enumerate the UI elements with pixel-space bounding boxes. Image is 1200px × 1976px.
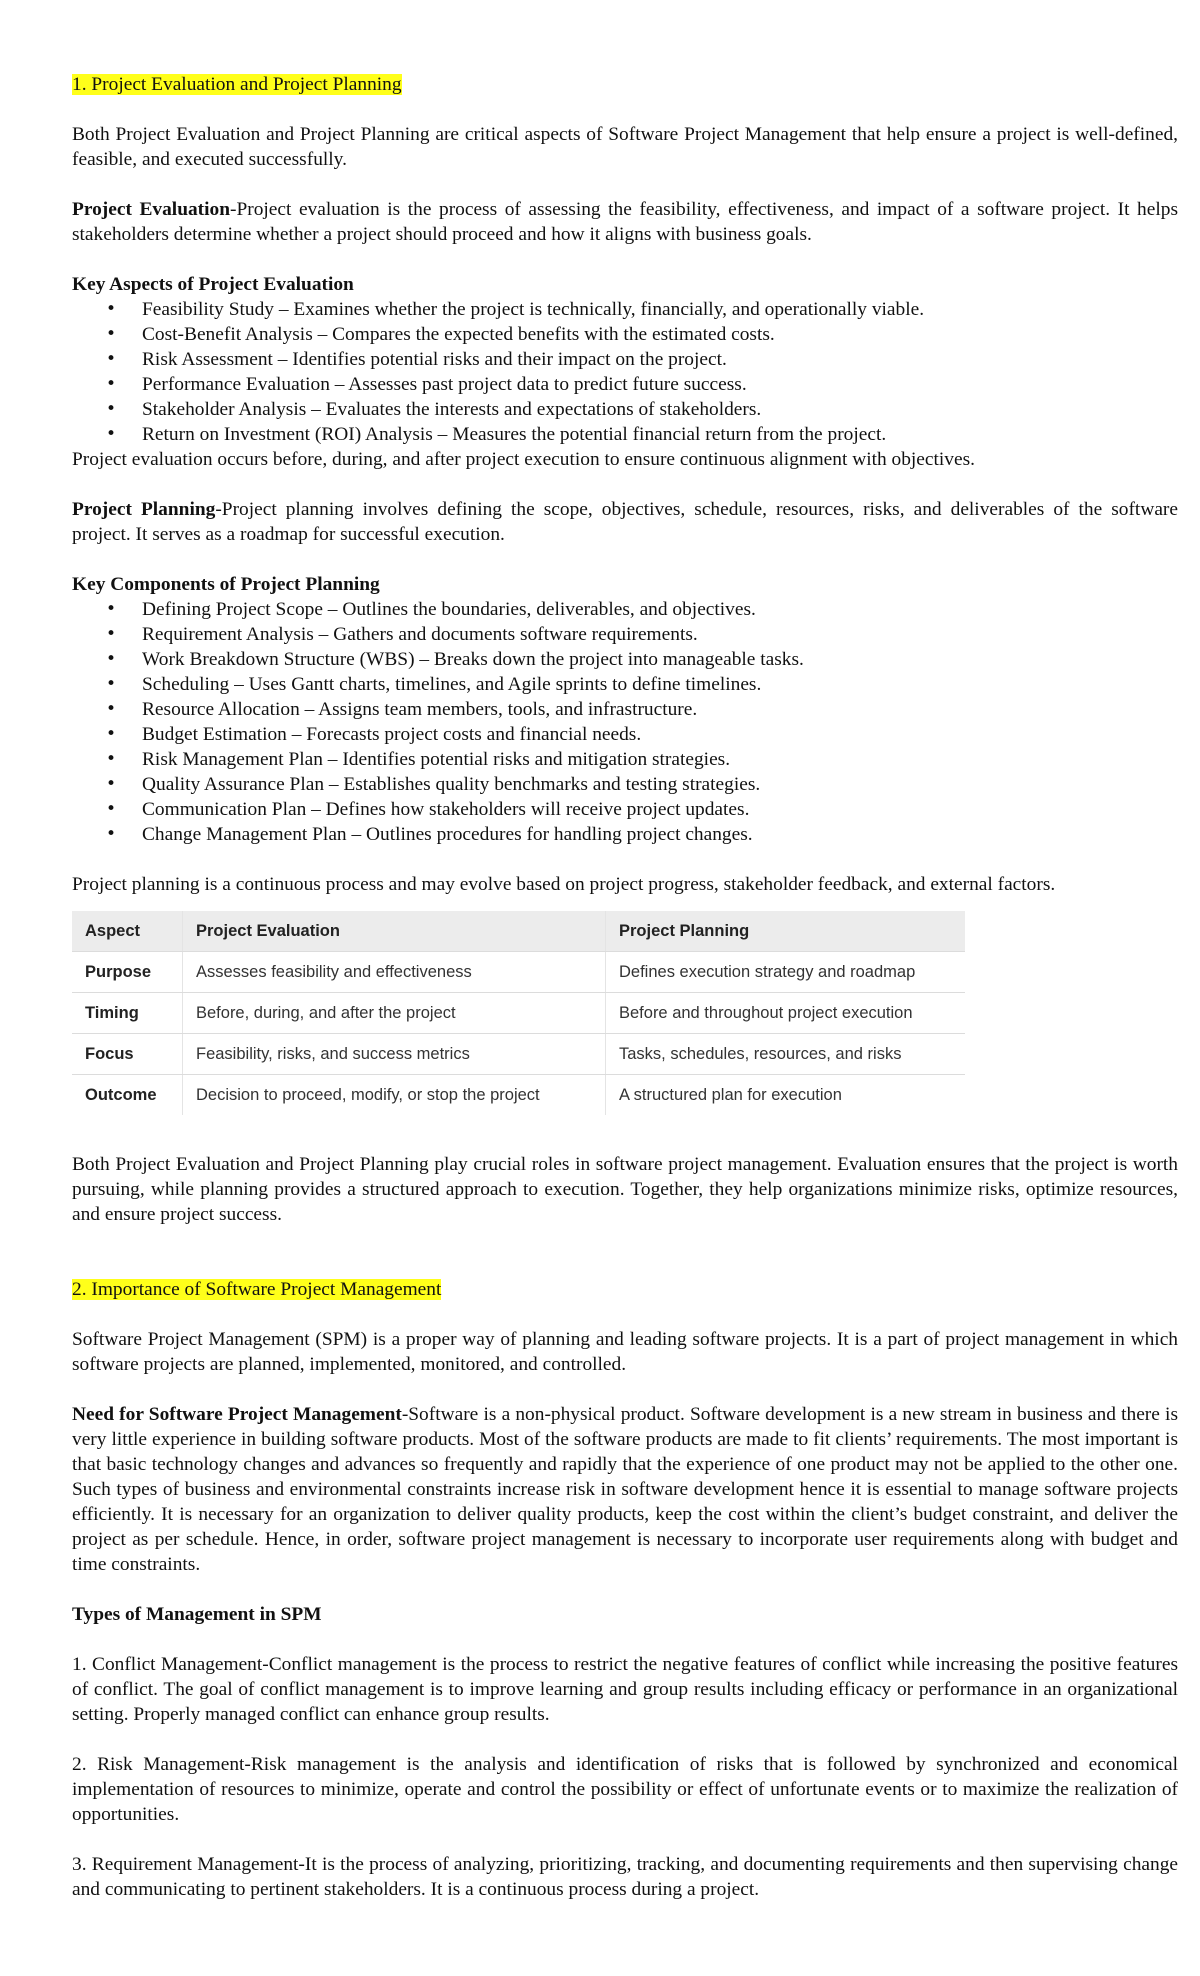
key-aspects-list [72,297,1178,447]
list-item: • Performance Evaluation – Assesses past project data to predict future success. [72,372,1178,397]
table-header-row [72,911,965,952]
list-item: • Communication Plan – Defines how stakeholders will receive project updates. [72,797,1178,822]
need-definition: Need for Software Project Management-Software is a non-physical product. Software development is a new stream in business and there is very little experience in building software products. Most of the software products are made to fit clients’ requirements. The most important is that basic technology changes and advances so frequently and rapidly that the experience of one product may not be applied to the other one. Such types of business and environmental constraints increase risk in software development hence it is essential to manage software projects efficiently. It is necessary for an organization to deliver quality products, keep the cost within the client’s budget constraint, and deliver the project as per schedule. Hence, in order, software project management is necessary to incorporate user requirements along with budget and time constraints. [72,1404,1178,1575]
types-heading: Types of Management in SPM [72,1604,322,1625]
section-1-heading: 1. Project Evaluation and Project Planning [72,74,402,95]
planning-definition: Project Planning-Project planning involves defining the scope, objectives, schedule, resources, risks, and deliverables of the software project. It serves as a roadmap for successful execution. [72,499,1178,545]
list-item: • Scheduling – Uses Gantt charts, timelines, and Agile sprints to define timelines. [72,672,1178,697]
evaluation-term: Project Evaluation [72,199,230,220]
list-item: • Quality Assurance Plan – Establishes quality benchmarks and testing strategies. [72,772,1178,797]
table-cell: Focus [72,1034,183,1075]
management-type-risk: 2. Risk Management-Risk management is the analysis and identification of risks that is followed by synchronized and economical implementation of resources to minimize, operate and control the possibility or effect of unfortunate events or to maximize the realization of opportunities. [72,1754,1178,1825]
section-2-heading: 2. Importance of Software Project Management [72,1279,442,1300]
evaluation-timing: Project evaluation occurs before, during, and after project execution to ensure continuous alignment with objectives. [72,449,975,470]
evaluation-definition: Project Evaluation-Project evaluation is the process of assessing the feasibility, effectiveness, and impact of a software project. It helps stakeholders determine whether a project should proceed and how it aligns with business goals. [72,199,1178,245]
table-cell: Feasibility, risks, and success metrics [183,1034,606,1075]
table-cell: Before, during, and after the project [183,993,606,1034]
planning-term: Project Planning [72,499,216,520]
table-row [72,1075,965,1116]
table-cell: Defines execution strategy and roadmap [606,952,966,993]
planning-note: Project planning is a continuous process and may evolve based on project progress, stakeholder feedback, and external factors. [72,874,1056,895]
need-term: Need for Software Project Management [72,1404,402,1425]
list-item: • Stakeholder Analysis – Evaluates the interests and expectations of stakeholders. [72,397,1178,422]
key-components-heading: Key Components of Project Planning [72,574,380,595]
list-item: • Feasibility Study – Examines whether the project is technically, financially, and operationally viable. [72,297,1178,322]
table-cell: A structured plan for execution [606,1075,966,1116]
list-item: • Risk Assessment – Identifies potential risks and their impact on the project. [72,347,1178,372]
table-header-cell: Project Evaluation [183,911,606,952]
table-cell: Timing [72,993,183,1034]
table-cell: Before and throughout project execution [606,993,966,1034]
key-components-list [72,597,1178,847]
management-type-requirement: 3. Requirement Management-It is the process of analyzing, prioritizing, tracking, and documenting requirements and then supervising change and communicating to pertinent stakeholders. It is a continuous process during a project. [72,1854,1178,1900]
section-1-intro: Both Project Evaluation and Project Planning are critical aspects of Software Project Management that help ensure a project is well-defined, feasible, and executed successfully. [72,124,1178,170]
section-1-conclusion: Both Project Evaluation and Project Planning play crucial roles in software project management. Evaluation ensures that the project is worth pursuing, while planning provides a structured approach to execution. Together, they help organizations minimize risks, optimize resources, and ensure project success. [72,1154,1178,1225]
table-cell: Decision to proceed, modify, or stop the project [183,1075,606,1116]
list-item: • Resource Allocation – Assigns team members, tools, and infrastructure. [72,697,1178,722]
table-row [72,993,965,1034]
list-item: • Requirement Analysis – Gathers and documents software requirements. [72,622,1178,647]
document-page [72,72,1178,1902]
table-row [72,952,965,993]
list-item: • Budget Estimation – Forecasts project costs and financial needs. [72,722,1178,747]
table-header-cell: Project Planning [606,911,966,952]
table-cell: Assesses feasibility and effectiveness [183,952,606,993]
table-header-cell: Aspect [72,911,183,952]
list-item: • Change Management Plan – Outlines procedures for handling project changes. [72,822,1178,847]
list-item: • Work Breakdown Structure (WBS) – Breaks down the project into manageable tasks. [72,647,1178,672]
section-2-intro: Software Project Management (SPM) is a proper way of planning and leading software projects. It is a part of project management in which software projects are planned, implemented, monitored, and controlled. [72,1329,1178,1375]
key-aspects-heading: Key Aspects of Project Evaluation [72,274,354,295]
list-item: • Cost-Benefit Analysis – Compares the expected benefits with the estimated costs. [72,322,1178,347]
table-cell: Outcome [85,1085,157,1104]
list-item: • Risk Management Plan – Identifies potential risks and mitigation strategies. [72,747,1178,772]
table-row [72,1034,965,1075]
table-cell: Tasks, schedules, resources, and risks [606,1034,966,1075]
table-cell: Purpose [72,952,183,993]
list-item: • Return on Investment (ROI) Analysis – Measures the potential financial return from the project. [72,422,1178,447]
management-type-conflict: 1. Conflict Management-Conflict management is the process to restrict the negative features of conflict while increasing the positive features of conflict. The goal of conflict management is to improve learning and group results including efficacy or performance in an organizational setting. Properly managed conflict can enhance group results. [72,1654,1178,1725]
comparison-table [72,911,965,1115]
list-item: • Defining Project Scope – Outlines the boundaries, deliverables, and objectives. [72,597,1178,622]
